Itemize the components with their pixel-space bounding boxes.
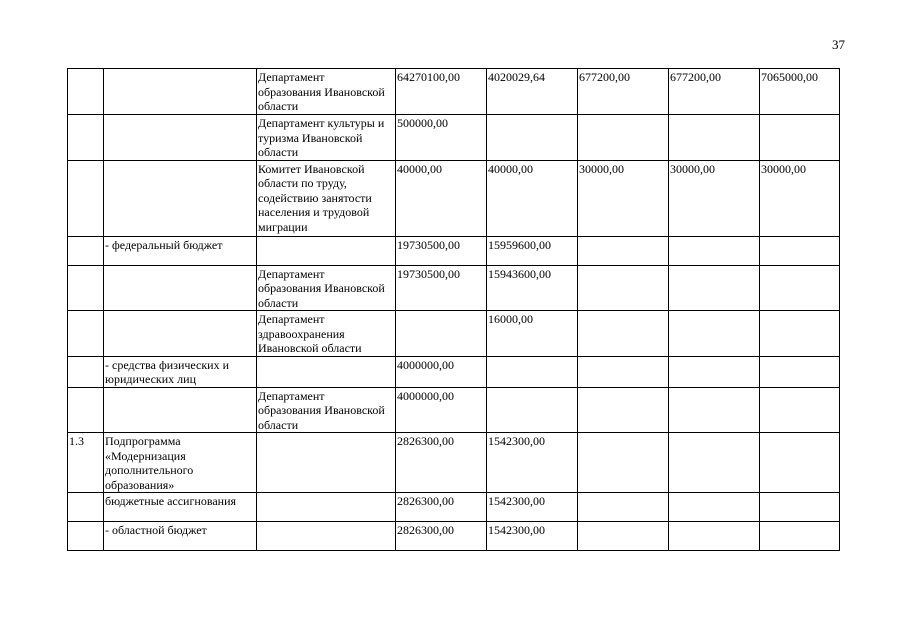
- amount-cell: 16000,00: [487, 311, 578, 357]
- code-cell: [68, 387, 104, 433]
- amount-cell: [760, 433, 840, 493]
- department-line: области: [258, 99, 299, 113]
- amount-cell: [396, 311, 487, 357]
- amount-cell: [578, 522, 669, 551]
- amount-cell: [578, 311, 669, 357]
- name-cell: - средства физических и юридических лиц: [104, 356, 257, 387]
- amount-cell: [760, 522, 840, 551]
- amount-cell: 677200,00: [669, 69, 760, 115]
- amount-cell: 2826300,00: [396, 493, 487, 522]
- department-line: области: [258, 417, 299, 432]
- table-row: [68, 236, 840, 265]
- amount-cell: [578, 356, 669, 387]
- amount-cell: [669, 311, 760, 357]
- amount-cell: [669, 236, 760, 265]
- table-row: [68, 356, 840, 387]
- amount-cell: 15959600,00: [487, 236, 578, 265]
- amount-cell: [578, 115, 669, 161]
- department-cell: [257, 236, 396, 265]
- amount-cell: 1542300,00: [487, 433, 578, 493]
- table-row: [68, 69, 840, 115]
- department-line: образования Ивановской: [258, 84, 385, 99]
- department-line: области по труду,: [258, 176, 347, 190]
- amount-cell: 30000,00: [578, 160, 669, 236]
- code-cell: [68, 160, 104, 236]
- name-cell: - федеральный бюджет: [104, 236, 257, 265]
- department-line: туризма Ивановской: [258, 130, 363, 145]
- department-line: миграции: [258, 219, 308, 234]
- amount-cell: [760, 115, 840, 161]
- amount-cell: [578, 265, 669, 311]
- code-cell: [68, 493, 104, 522]
- page-number: 37: [832, 37, 845, 52]
- amount-cell: [760, 493, 840, 522]
- department-cell: [257, 69, 396, 115]
- amount-cell: 2826300,00: [396, 433, 487, 493]
- amount-cell: 677200,00: [578, 69, 669, 115]
- code-cell: [68, 311, 104, 357]
- amount-cell: [669, 265, 760, 311]
- table-row: [68, 265, 840, 311]
- amount-cell: 64270100,00: [396, 69, 487, 115]
- budget-table: [67, 68, 840, 551]
- amount-cell: [669, 433, 760, 493]
- name-cell: [104, 115, 257, 161]
- amount-cell: 19730500,00: [396, 265, 487, 311]
- department-line: Департамент: [258, 70, 325, 84]
- name-cell: бюджетные ассигнования: [104, 493, 257, 522]
- amount-cell: 1542300,00: [487, 522, 578, 551]
- code-cell: [68, 265, 104, 311]
- amount-cell: 4000000,00: [396, 387, 487, 433]
- department-line: Департамент: [258, 266, 325, 281]
- amount-cell: 4000000,00: [396, 356, 487, 387]
- code-cell: [68, 236, 104, 265]
- table-body: [68, 69, 840, 551]
- department-cell: [257, 160, 396, 236]
- name-cell: - областной бюджет: [104, 522, 257, 551]
- table-row: [68, 160, 840, 236]
- amount-cell: 30000,00: [669, 160, 760, 236]
- amount-cell: 15943600,00: [487, 265, 578, 311]
- name-cell: [104, 311, 257, 357]
- department-line: здравоохранения: [258, 326, 345, 341]
- amount-cell: [578, 493, 669, 522]
- department-cell: [257, 493, 396, 522]
- table-row: [68, 387, 840, 433]
- amount-cell: [760, 236, 840, 265]
- department-line: Департамент: [258, 388, 325, 403]
- amount-cell: 7065000,00: [760, 69, 840, 115]
- table-row: [68, 433, 840, 493]
- code-cell: [68, 115, 104, 161]
- amount-cell: [487, 387, 578, 433]
- amount-cell: [487, 356, 578, 387]
- department-cell: [257, 265, 396, 311]
- name-cell: [104, 387, 257, 433]
- amount-cell: [760, 387, 840, 433]
- amount-cell: [760, 311, 840, 357]
- amount-cell: [669, 115, 760, 161]
- name-cell: [104, 160, 257, 236]
- code-cell: [68, 522, 104, 551]
- department-cell: [257, 311, 396, 357]
- amount-cell: 4020029,64: [487, 69, 578, 115]
- amount-cell: 40000,00: [487, 160, 578, 236]
- amount-cell: 30000,00: [760, 160, 840, 236]
- department-cell: [257, 433, 396, 493]
- department-line: образования Ивановской: [258, 281, 385, 295]
- amount-cell: [760, 265, 840, 311]
- code-cell: [68, 356, 104, 387]
- code-cell: [68, 69, 104, 115]
- name-cell: [104, 265, 257, 311]
- department-line: области: [258, 295, 299, 310]
- department-line: области: [258, 145, 299, 159]
- amount-cell: [760, 356, 840, 387]
- amount-cell: [669, 387, 760, 433]
- table-row: [68, 115, 840, 161]
- department-line: населения и трудовой: [258, 205, 370, 219]
- department-cell: [257, 356, 396, 387]
- amount-cell: [578, 433, 669, 493]
- code-cell: 1.3: [68, 433, 104, 493]
- amount-cell: [669, 493, 760, 522]
- table-row: [68, 522, 840, 551]
- department-cell: [257, 387, 396, 433]
- amount-cell: 1542300,00: [487, 493, 578, 522]
- amount-cell: [578, 236, 669, 265]
- department-line: Департамент: [258, 312, 325, 326]
- amount-cell: [669, 522, 760, 551]
- amount-cell: 500000,00: [396, 115, 487, 161]
- amount-cell: 19730500,00: [396, 236, 487, 265]
- table-row: [68, 311, 840, 357]
- department-line: Департамент культуры и: [258, 116, 385, 130]
- department-cell: [257, 115, 396, 161]
- department-line: образования Ивановской: [258, 403, 385, 417]
- amount-cell: 2826300,00: [396, 522, 487, 551]
- department-cell: [257, 522, 396, 551]
- table-row: [68, 493, 840, 522]
- amount-cell: [669, 356, 760, 387]
- name-cell: [104, 69, 257, 115]
- amount-cell: [578, 387, 669, 433]
- department-line: Ивановской области: [258, 341, 362, 355]
- department-line: Комитет Ивановской: [258, 161, 365, 176]
- amount-cell: [487, 115, 578, 161]
- amount-cell: 40000,00: [396, 160, 487, 236]
- department-line: содействию занятости: [258, 190, 372, 205]
- name-cell: Подпрограмма «Модернизация дополнительного образования»: [104, 433, 257, 493]
